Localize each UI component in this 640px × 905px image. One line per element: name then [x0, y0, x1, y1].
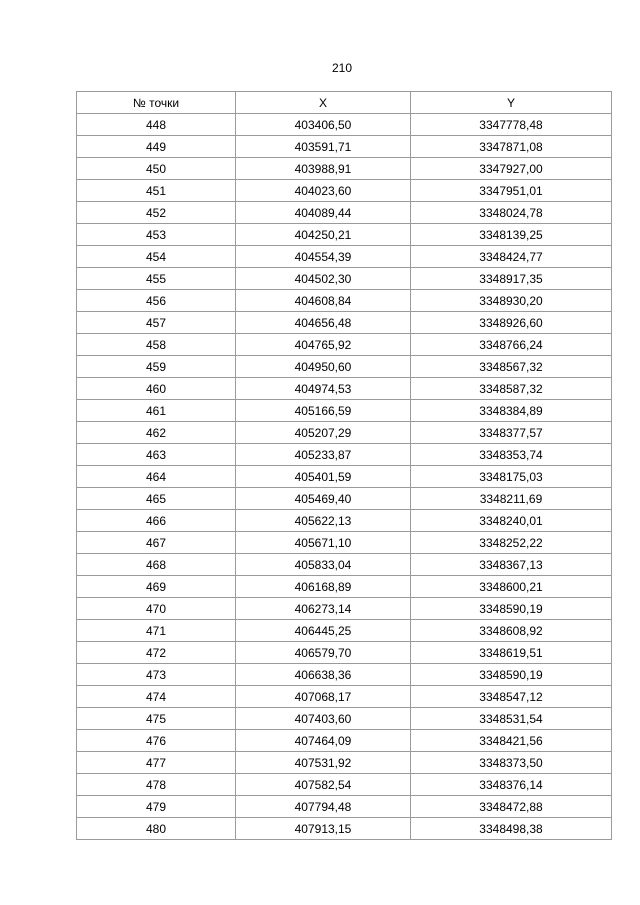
cell-y: 3347778,48 — [411, 114, 612, 136]
table-row — [77, 796, 612, 818]
cell-x: 404608,84 — [236, 290, 411, 312]
cell-y: 3348240,01 — [411, 510, 612, 532]
cell-point-number: 452 — [77, 202, 236, 224]
table-row — [77, 180, 612, 202]
cell-point-number: 477 — [77, 752, 236, 774]
table-row — [77, 400, 612, 422]
cell-point-number: 456 — [77, 290, 236, 312]
cell-x: 406273,14 — [236, 598, 411, 620]
cell-x: 405469,40 — [236, 488, 411, 510]
cell-point-number: 476 — [77, 730, 236, 752]
cell-x: 406579,70 — [236, 642, 411, 664]
cell-x: 407794,48 — [236, 796, 411, 818]
cell-x: 404765,92 — [236, 334, 411, 356]
cell-point-number: 479 — [77, 796, 236, 818]
cell-y: 3348424,77 — [411, 246, 612, 268]
table-row — [77, 730, 612, 752]
table-row — [77, 510, 612, 532]
cell-x: 406445,25 — [236, 620, 411, 642]
cell-x: 404502,30 — [236, 268, 411, 290]
cell-point-number: 453 — [77, 224, 236, 246]
cell-y: 3347951,01 — [411, 180, 612, 202]
cell-x: 403406,50 — [236, 114, 411, 136]
cell-point-number: 480 — [77, 818, 236, 840]
cell-x: 407913,15 — [236, 818, 411, 840]
cell-point-number: 461 — [77, 400, 236, 422]
cell-y: 3348376,14 — [411, 774, 612, 796]
cell-x: 407531,92 — [236, 752, 411, 774]
cell-y: 3348421,56 — [411, 730, 612, 752]
table-row — [77, 356, 612, 378]
table-row — [77, 158, 612, 180]
cell-x: 405833,04 — [236, 554, 411, 576]
cell-point-number: 466 — [77, 510, 236, 532]
cell-x: 406168,89 — [236, 576, 411, 598]
cell-x: 403591,71 — [236, 136, 411, 158]
cell-x: 405671,10 — [236, 532, 411, 554]
page-number: 210 — [331, 61, 353, 75]
cell-y: 3348608,92 — [411, 620, 612, 642]
column-header-point-number: № точки — [77, 92, 236, 114]
cell-x: 403988,91 — [236, 158, 411, 180]
cell-point-number: 459 — [77, 356, 236, 378]
table-row — [77, 752, 612, 774]
cell-y: 3348926,60 — [411, 312, 612, 334]
table-row — [77, 422, 612, 444]
cell-y: 3348917,35 — [411, 268, 612, 290]
cell-y: 3348175,03 — [411, 466, 612, 488]
cell-x: 405401,59 — [236, 466, 411, 488]
cell-y: 3348498,38 — [411, 818, 612, 840]
cell-point-number: 450 — [77, 158, 236, 180]
cell-point-number: 471 — [77, 620, 236, 642]
table-header-row — [77, 92, 612, 114]
cell-point-number: 455 — [77, 268, 236, 290]
cell-point-number: 454 — [77, 246, 236, 268]
cell-point-number: 449 — [77, 136, 236, 158]
cell-x: 405166,59 — [236, 400, 411, 422]
table-row — [77, 312, 612, 334]
cell-x: 405207,29 — [236, 422, 411, 444]
cell-y: 3348139,25 — [411, 224, 612, 246]
cell-y: 3348353,74 — [411, 444, 612, 466]
cell-point-number: 462 — [77, 422, 236, 444]
cell-y: 3348367,13 — [411, 554, 612, 576]
coordinates-table — [76, 91, 612, 840]
table-row — [77, 598, 612, 620]
cell-y: 3348587,32 — [411, 378, 612, 400]
table-row — [77, 818, 612, 840]
cell-point-number: 464 — [77, 466, 236, 488]
cell-point-number: 473 — [77, 664, 236, 686]
table-row — [77, 444, 612, 466]
cell-x: 404656,48 — [236, 312, 411, 334]
table-row — [77, 202, 612, 224]
cell-x: 407068,17 — [236, 686, 411, 708]
cell-x: 405233,87 — [236, 444, 411, 466]
cell-x: 404950,60 — [236, 356, 411, 378]
table-row — [77, 378, 612, 400]
cell-point-number: 474 — [77, 686, 236, 708]
cell-x: 407403,60 — [236, 708, 411, 730]
cell-y: 3348472,88 — [411, 796, 612, 818]
table-row — [77, 488, 612, 510]
table-row — [77, 686, 612, 708]
cell-x: 407582,54 — [236, 774, 411, 796]
table-row — [77, 576, 612, 598]
table-row — [77, 136, 612, 158]
table-row — [77, 268, 612, 290]
cell-point-number: 478 — [77, 774, 236, 796]
cell-y: 3347871,08 — [411, 136, 612, 158]
table-row — [77, 246, 612, 268]
cell-x: 404554,39 — [236, 246, 411, 268]
cell-x: 407464,09 — [236, 730, 411, 752]
table-row — [77, 114, 612, 136]
cell-y: 3348600,21 — [411, 576, 612, 598]
cell-y: 3348211,69 — [411, 488, 612, 510]
table-row — [77, 774, 612, 796]
cell-point-number: 458 — [77, 334, 236, 356]
cell-y: 3348590,19 — [411, 598, 612, 620]
cell-x: 404089,44 — [236, 202, 411, 224]
cell-y: 3348384,89 — [411, 400, 612, 422]
cell-x: 406638,36 — [236, 664, 411, 686]
cell-y: 3348531,54 — [411, 708, 612, 730]
table-row — [77, 334, 612, 356]
cell-y: 3347927,00 — [411, 158, 612, 180]
cell-point-number: 472 — [77, 642, 236, 664]
cell-point-number: 463 — [77, 444, 236, 466]
cell-point-number: 451 — [77, 180, 236, 202]
cell-point-number: 475 — [77, 708, 236, 730]
cell-point-number: 457 — [77, 312, 236, 334]
table-row — [77, 532, 612, 554]
cell-y: 3348567,32 — [411, 356, 612, 378]
column-header-y: Y — [411, 92, 612, 114]
table-row — [77, 708, 612, 730]
cell-x: 404023,60 — [236, 180, 411, 202]
cell-point-number: 467 — [77, 532, 236, 554]
table-row — [77, 620, 612, 642]
cell-y: 3348373,50 — [411, 752, 612, 774]
cell-y: 3348766,24 — [411, 334, 612, 356]
table-row — [77, 642, 612, 664]
cell-point-number: 460 — [77, 378, 236, 400]
cell-y: 3348377,57 — [411, 422, 612, 444]
table-row — [77, 466, 612, 488]
table-body — [77, 114, 612, 840]
cell-y: 3348252,22 — [411, 532, 612, 554]
column-header-x: X — [236, 92, 411, 114]
cell-point-number: 470 — [77, 598, 236, 620]
table-row — [77, 290, 612, 312]
cell-point-number: 465 — [77, 488, 236, 510]
cell-x: 404974,53 — [236, 378, 411, 400]
table-row — [77, 224, 612, 246]
cell-y: 3348619,51 — [411, 642, 612, 664]
table-row — [77, 664, 612, 686]
cell-point-number: 468 — [77, 554, 236, 576]
cell-point-number: 469 — [77, 576, 236, 598]
cell-x: 405622,13 — [236, 510, 411, 532]
cell-y: 3348024,78 — [411, 202, 612, 224]
cell-point-number: 448 — [77, 114, 236, 136]
cell-y: 3348930,20 — [411, 290, 612, 312]
cell-x: 404250,21 — [236, 224, 411, 246]
table-row — [77, 554, 612, 576]
cell-y: 3348547,12 — [411, 686, 612, 708]
cell-y: 3348590,19 — [411, 664, 612, 686]
